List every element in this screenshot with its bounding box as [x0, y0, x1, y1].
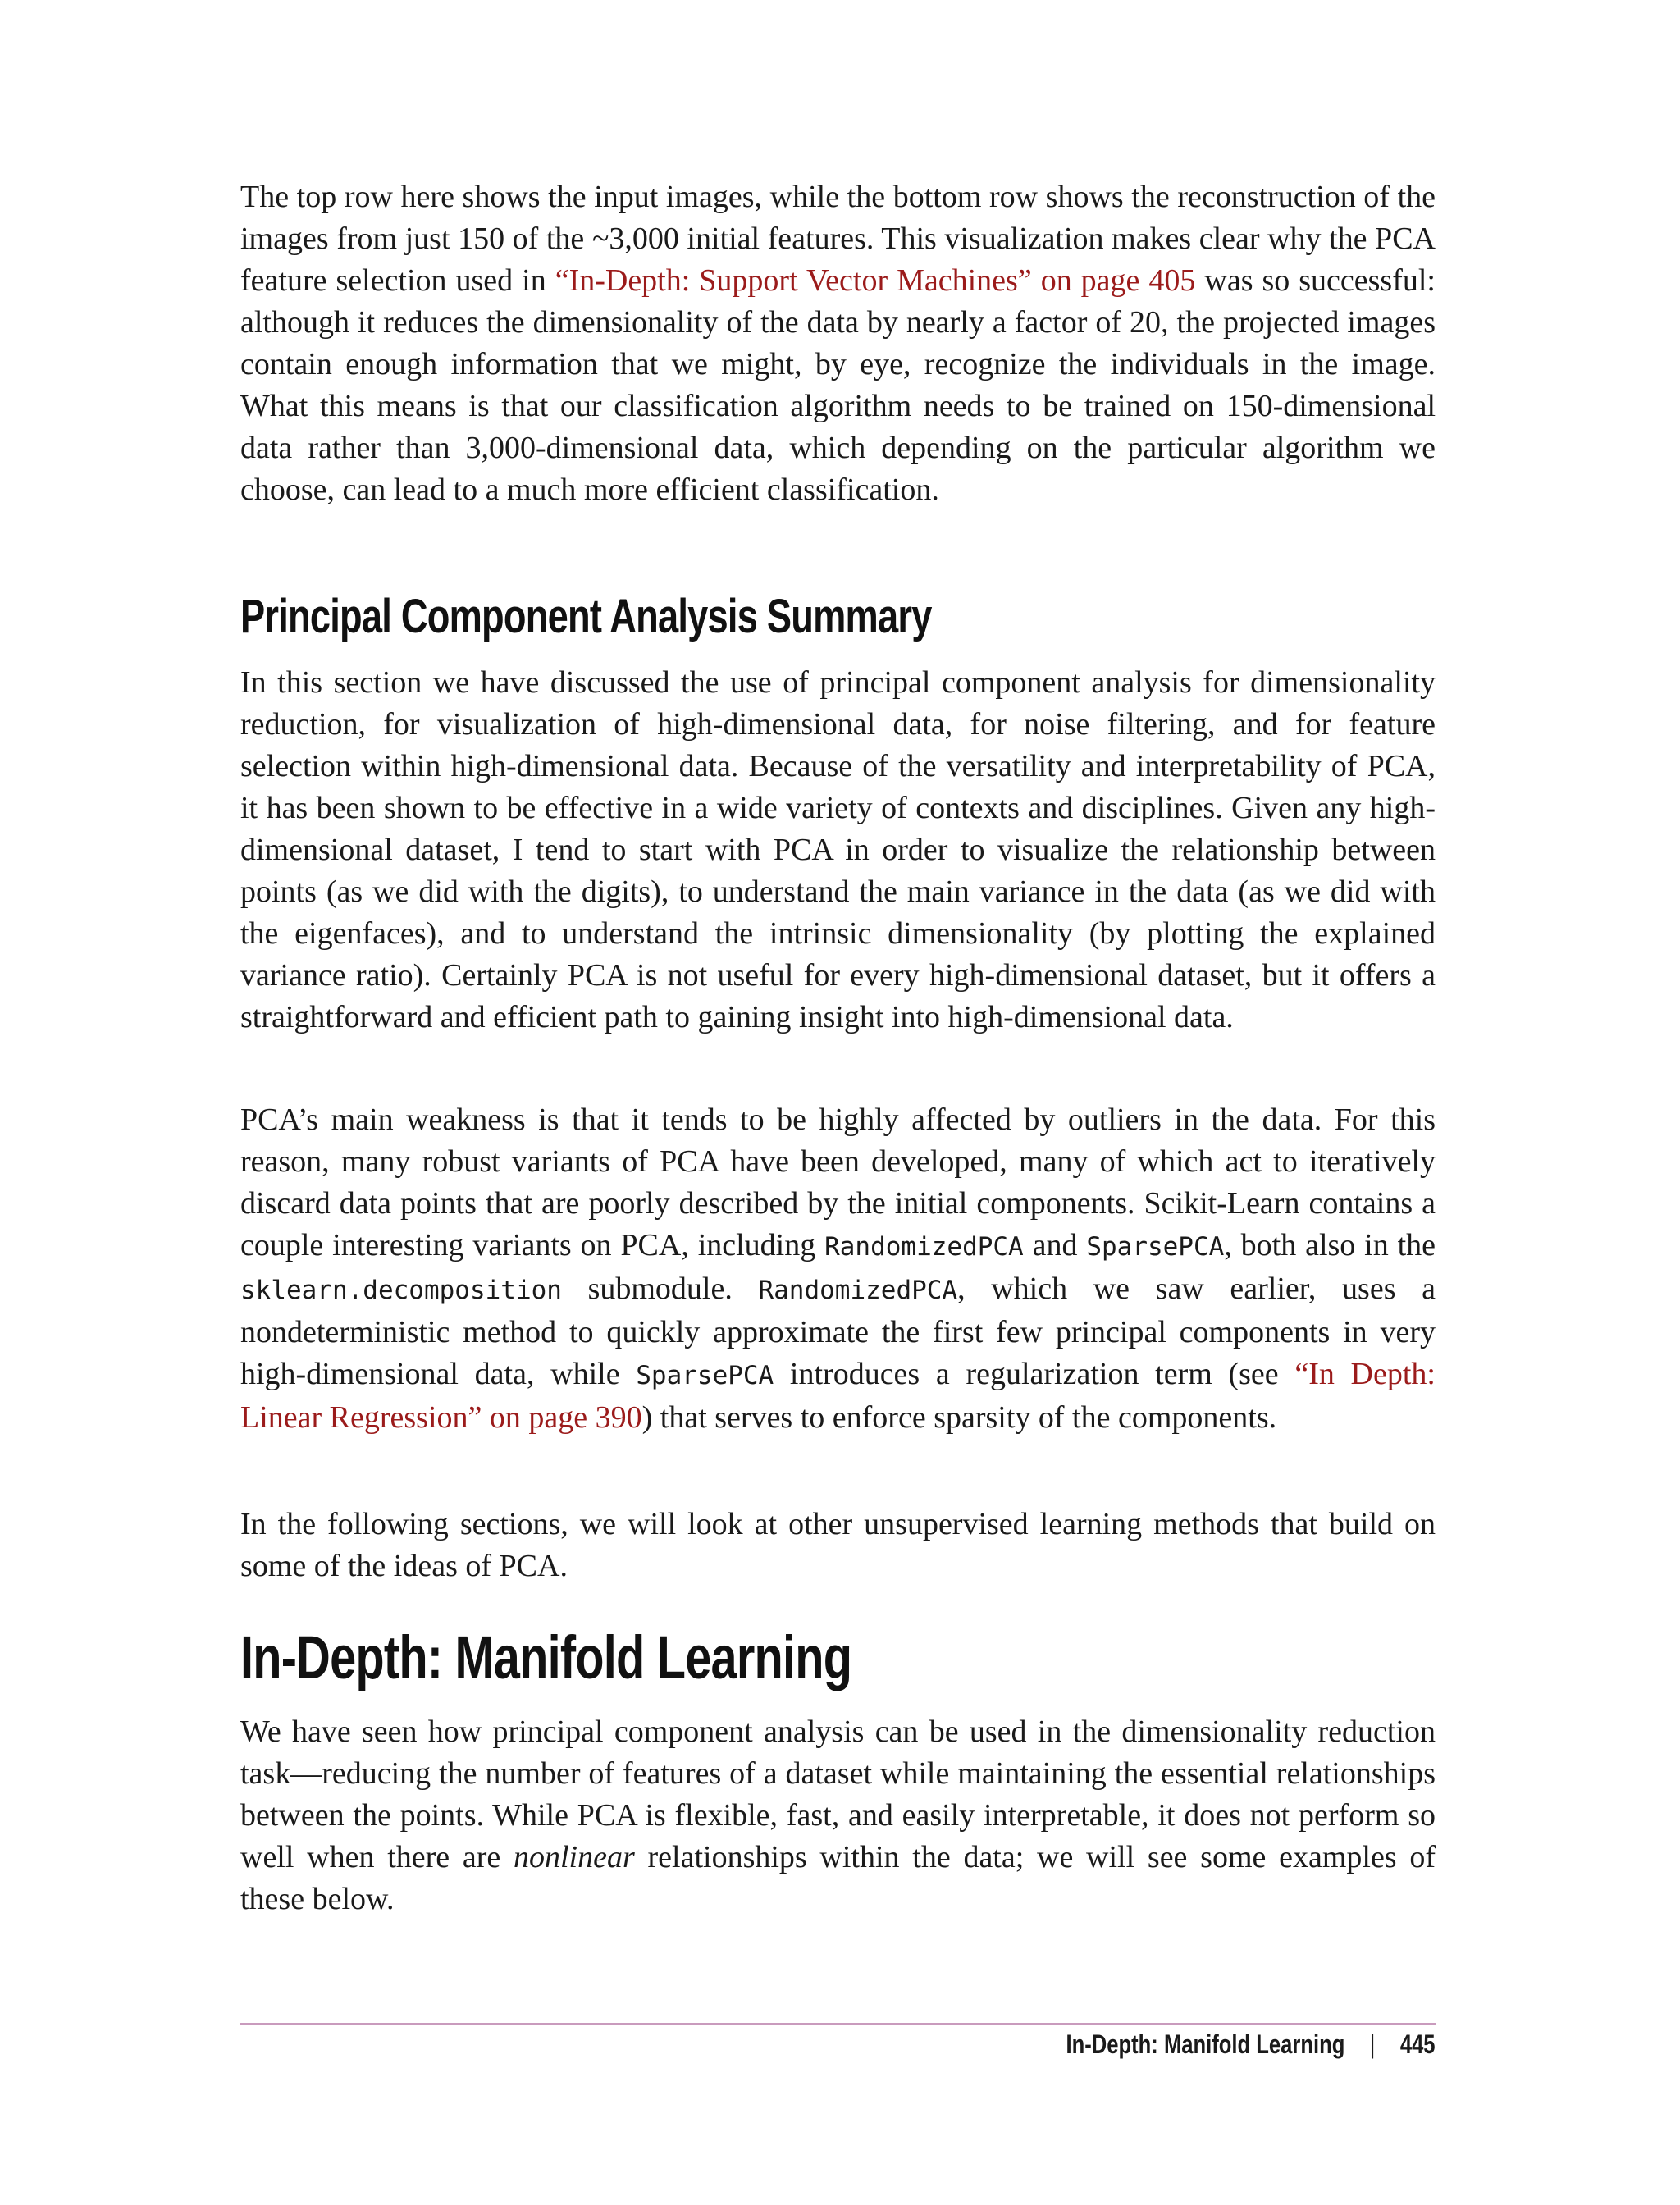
text: and [1023, 1228, 1087, 1262]
footer-title: In-Depth: Manifold Learning [1066, 2029, 1345, 2059]
code-sparsepca: SparsePCA [1086, 1232, 1225, 1262]
code-randomizedpca: RandomizedPCA [824, 1232, 1024, 1262]
footer-separator: | [1370, 2029, 1376, 2059]
section-heading: Principal Component Analysis Summary [240, 590, 932, 643]
text: The top row here shows the input images, while the bottom row shows the reconstruction of the images from just 150 of the ~3,000 initial features. This visualization makes clear why the PCA feature selection used in [240, 180, 1436, 298]
text: We have seen how principal component analysis can be used in the dimensionality reduction task—reducing the number of features of a dataset while maintaining the essential relationships between the points. While PCA is flexible, fast, and easily interpretable, it does not perform so well when there are [240, 1714, 1436, 1874]
paragraph-summary: In this section we have discussed the use of principal component analysis for dimensionality reduction, for visualization of high-dimensional data, for noise filtering, and for feature selection within high-dimensional data. Because of the versatility and interpretability of PCA, it has been shown to be effective in a wide variety of contexts and disciplines. Given any high-dimensional dataset, I tend to start with PCA in order to visualize the relationship between points (as we did with the digits), to understand the main variance in the data (as we did with the eigenfaces), and to understand the intrinsic dimensionality (by plotting the explained variance ratio). Certainly PCA is not useful for every high-dimensional dataset, but it offers a straightforward and efficient path to gaining insight into high-dimensional data. [240, 665, 1436, 1034]
code-sklearn-decomposition: sklearn.decomposition [240, 1276, 562, 1305]
link-linear-regression[interactable]: “In Depth: Linear Regression” on page 390 [240, 1357, 1436, 1435]
text: , which we saw earlier, uses a nondeterministic method to quickly approximate the first few principal components in very high-dimensional data, while [240, 1271, 1436, 1391]
paragraph-weakness [240, 1099, 1436, 1439]
page-number: 445 [1400, 2029, 1436, 2059]
code-sparsepca: SparsePCA [636, 1361, 774, 1390]
text: PCA’s main weakness is that it tends to be highly affected by outliers in the data. For this reason, many robust variants of PCA have been developed, many of which act to iteratively discard data points that are poorly described by the initial components. Scikit-Learn contains a couple interesting variants on PCA, including [240, 1102, 1436, 1262]
text: introduces a regularization term (see [774, 1357, 1295, 1391]
page-footer [1066, 2029, 1436, 2060]
emphasis: nonlinear [514, 1840, 635, 1874]
text: submodule. [561, 1271, 759, 1306]
text: relationships within the data; we will see some examples of these below. [240, 1840, 1436, 1916]
chapter-heading: In-Depth: Manifold Learning [240, 1623, 852, 1691]
text: ) that serves to enforce sparsity of the components. [641, 1400, 1277, 1435]
link-svm[interactable]: “In-Depth: Support Vector Machines” on page 405 [555, 263, 1196, 298]
paragraph-following: In the following sections, we will look at other unsupervised learning methods that build on some of the ideas of PCA. [240, 1507, 1436, 1583]
text: was so successful: although it reduces the dimensionality of the data by nearly a factor of 20, the projected images contain enough information that we might, by eye, recognize the individuals in the image. What this means is that our classification algorithm needs to be trained on 150-dimensional data rather than 3,000-dimensional data, which depending on the particular algorithm we choose, can lead to a much more efficient classification. [240, 263, 1436, 507]
paragraph-intro [240, 176, 1436, 511]
code-randomizedpca: RandomizedPCA [758, 1276, 958, 1305]
paragraph-manifold-intro [240, 1711, 1436, 1920]
text: , both also in the [1224, 1228, 1436, 1262]
footer-rule [240, 2023, 1436, 2025]
